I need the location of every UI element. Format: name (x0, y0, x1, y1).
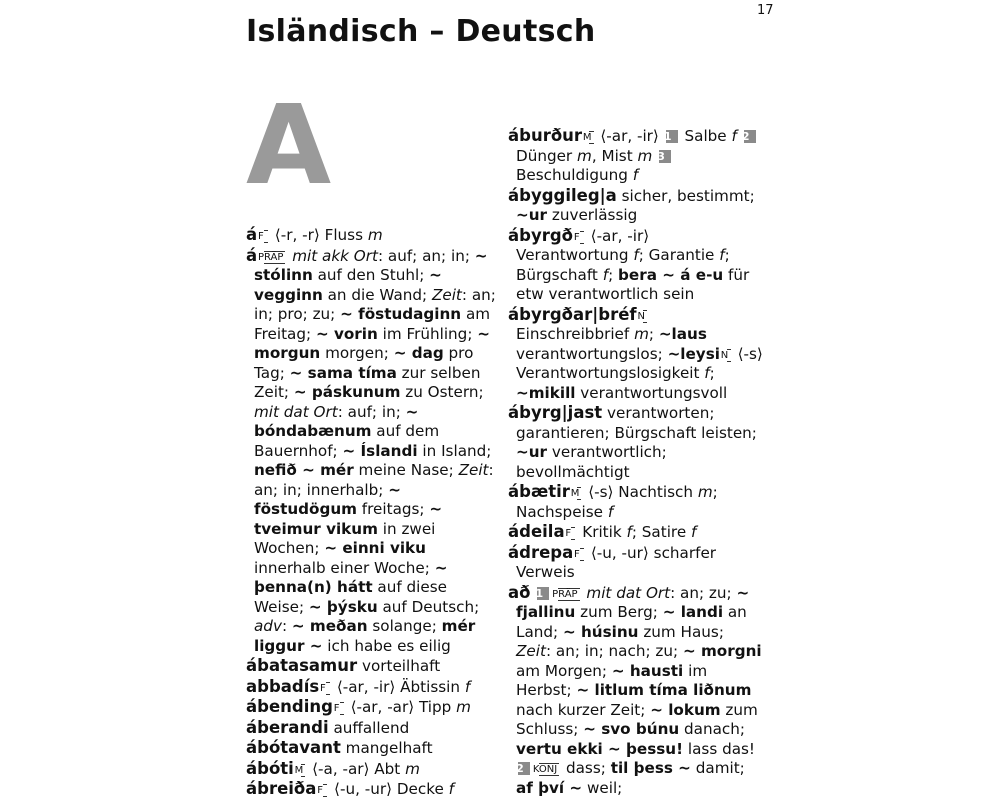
bold-phrase: ~ stólinn (254, 246, 488, 284)
headword: ábending (246, 697, 333, 716)
entry-text: Salbe (679, 127, 732, 145)
entry-text: am Freitag; (254, 305, 491, 343)
entry-text: zuverlässig (547, 206, 638, 224)
headword: ábyggileg|a (508, 185, 617, 205)
bold-phrase: ~ þýsku (308, 597, 378, 616)
entry-text: ; Nachspeise (516, 483, 718, 521)
bold-phrase: ~ landi (662, 603, 724, 621)
entry-text: : an; in; nach; zu; (545, 642, 683, 660)
entry-text: pro Tag; (254, 344, 474, 382)
entry-text: vorteilhaft (357, 657, 441, 675)
grammar-label: PRÄP (257, 251, 284, 263)
bold-phrase: af því ~ (516, 778, 583, 797)
bold-phrase: ~ dag (393, 344, 444, 362)
sense-number: 3 (659, 150, 671, 163)
headword: ábatasamur (246, 656, 358, 675)
bold-phrase: ~ sama tíma (289, 363, 397, 382)
entry-text: innerhalb einer Woche; (254, 558, 435, 577)
entry-text: auffallend (328, 718, 410, 737)
entry-text: zur selben Zeit; (254, 363, 481, 401)
bold-phrase: ~ tveimur vikum (254, 500, 443, 538)
bold-phrase: ~ bóndabænum (254, 402, 419, 440)
italic-note: f (448, 780, 455, 798)
bold-phrase: mér liggur ~ (254, 617, 476, 655)
bold-phrase: ~ur (516, 443, 548, 461)
headword: að (508, 582, 531, 602)
bold-phrase: ~ föstudögum (254, 480, 401, 518)
entry-text: ⟨-ar, -ir⟩ (595, 127, 664, 145)
dictionary-entry (508, 226, 763, 305)
grammar-label: F (580, 548, 584, 561)
dictionary-entry (508, 126, 763, 186)
entry-text: im Frühling; (377, 324, 478, 343)
italic-note: adv (254, 617, 282, 635)
italic-note: Zeit (516, 642, 546, 660)
dictionary-entry (246, 718, 501, 739)
bold-phrase: ~ einni viku (324, 539, 426, 557)
italic-note: f (691, 523, 697, 541)
bold-phrase: vertu ekki ~ þessu! (516, 739, 684, 758)
italic-note: mit dat Ort (254, 402, 338, 421)
entry-text: am Morgen; (516, 661, 612, 680)
dictionary-entry (508, 543, 763, 583)
entry-text: freitags; (356, 500, 430, 518)
italic-note: mit dat Ort (586, 583, 671, 602)
bold-phrase: ~ur (516, 206, 548, 224)
entry-text: zum Berg; (575, 603, 663, 621)
headword: ádrepa (508, 542, 574, 562)
entry-text: verantworten; garantieren; Bürgschaft leisten; (516, 404, 757, 442)
entry-text: verantwortungsvoll (575, 383, 728, 402)
italic-note: Zeit (458, 461, 489, 479)
italic-note: m (405, 759, 420, 778)
headword: ábyrgð (508, 225, 573, 245)
entry-text: ⟨-r, -r⟩ Fluss (269, 226, 368, 244)
entry-text: an die Wand; (322, 285, 432, 304)
entry-text: : auf; an; in; (377, 246, 475, 265)
italic-note: m (634, 325, 649, 343)
entry-text: danach; (679, 720, 746, 738)
bold-phrase: ~ Íslandi (342, 441, 418, 460)
entry-text: ⟨-s⟩ Nachtisch (583, 483, 698, 501)
grammar-label: N (727, 349, 731, 362)
entry-text: ; Garantie (638, 246, 720, 264)
grammar-label: M (570, 488, 580, 499)
entry-text: ⟨-u, -ur⟩ Decke (329, 780, 449, 798)
entry-text: verantwortlich; bevollmächtigt (516, 443, 667, 481)
dictionary-entry (508, 482, 763, 522)
page-number: 17 (757, 3, 774, 18)
grammar-label: F (580, 231, 584, 244)
headword: ábreiða (246, 779, 317, 798)
italic-note: f (602, 265, 609, 284)
entry-text: zu Ostern; (400, 383, 484, 401)
entry-text: Kritik (577, 523, 627, 541)
entry-text: Dünger (516, 146, 578, 165)
entry-text: mangelhaft (340, 739, 433, 757)
bold-phrase: ~mikill (516, 383, 576, 402)
italic-note: f (607, 502, 614, 521)
entry-text: ; Bürgschaft (516, 246, 730, 284)
grammar-label: M (294, 764, 304, 776)
headword: áburður (508, 126, 583, 145)
headword: ábyrg|jast (508, 403, 603, 422)
entry-text: : auf; in; (337, 402, 406, 421)
bold-phrase: ~ vorin (315, 324, 378, 343)
entry-text: : (281, 617, 292, 635)
entry-text: ; (608, 265, 619, 284)
italic-note: f (719, 246, 725, 264)
bold-phrase: ~ morgni (682, 642, 762, 660)
italic-note: m (637, 146, 653, 165)
dictionary-entry (246, 759, 501, 780)
italic-note: f (632, 166, 639, 184)
grammar-label: F (340, 702, 344, 715)
bold-phrase: ~ þenna(n) hátt (254, 558, 448, 596)
entry-text: auf den Stuhl; (312, 266, 430, 284)
dictionary-entry (508, 186, 763, 226)
entry-text: solange; (367, 617, 442, 635)
entry-text: ⟨-a, -ar⟩ Abt (307, 759, 406, 778)
dictionary-entry (246, 656, 501, 677)
grammar-label: N (643, 310, 647, 323)
headword: ábóti (246, 758, 294, 778)
headword: á (246, 245, 258, 265)
bold-phrase: nefið ~ mér (254, 461, 354, 479)
entry-text: weil; (582, 778, 623, 797)
headword: á (246, 225, 258, 244)
entry-text: ; (709, 364, 715, 382)
bold-phrase: ~ vegginn (254, 266, 442, 304)
italic-note: f (704, 364, 710, 382)
entry-text: : an; in; innerhalb; (254, 461, 494, 499)
entry-text: ich habe es eilig (322, 636, 451, 655)
italic-note: Zeit (431, 285, 462, 304)
dictionary-entry (246, 246, 501, 657)
entry-text: ; Satire (631, 523, 691, 541)
bold-phrase: ~ svo búnu (583, 720, 680, 738)
entry-text: : an; zu; (670, 583, 737, 602)
italic-note: f (731, 127, 737, 145)
bold-phrase: ~ fjallinu (516, 583, 750, 621)
entry-text: lass das! (683, 739, 756, 758)
italic-note: mit akk Ort (292, 246, 378, 265)
dictionary-entry (246, 677, 501, 698)
bold-phrase: ~leysi (667, 344, 720, 363)
grammar-label: F (571, 527, 575, 540)
bold-phrase: ~ meðan (291, 617, 368, 635)
bold-phrase: ~ hausti (611, 661, 684, 680)
italic-note: m (456, 698, 471, 716)
bold-phrase: ~ lokum (650, 700, 721, 719)
entry-text: : an; in; pro; zu; (254, 285, 496, 323)
section-letter: A (246, 81, 332, 209)
entry-text: für etw verantwortlich sein (516, 265, 750, 303)
dictionary-entry (246, 225, 501, 246)
page-title: Isländisch – Deutsch (246, 14, 596, 49)
sense-number: 1 (537, 587, 549, 600)
bold-phrase: ~laus (658, 325, 707, 343)
right-column (508, 126, 763, 798)
dictionary-entry (246, 738, 501, 759)
italic-note: f (633, 246, 639, 264)
entry-text: nach kurzer Zeit; (516, 700, 651, 719)
entry-text: Beschuldigung (516, 166, 633, 184)
italic-note: f (464, 677, 471, 696)
entry-text: ⟨-ar, -ar⟩ Tipp (345, 698, 457, 716)
left-column (246, 225, 501, 800)
sense-number: 2 (744, 130, 756, 143)
grammar-label: PRÄP (552, 588, 578, 600)
bold-phrase: ~ páskunum (293, 383, 401, 401)
entry-text: , Mist (591, 146, 638, 165)
bold-phrase: bera ~ á e-u (618, 265, 724, 284)
bold-phrase: ~ morgun (254, 324, 490, 362)
entry-text (737, 127, 742, 145)
dictionary-entry (508, 522, 763, 543)
italic-note: f (626, 523, 632, 541)
entry-text: auf Deutsch; (377, 597, 480, 616)
entry-text: in zwei Wochen; (254, 519, 436, 557)
grammar-label: M (582, 132, 592, 143)
entry-text: verantwortungslos; (516, 344, 668, 363)
entry-text: damit; (690, 759, 745, 777)
headword: áberandi (246, 717, 329, 737)
entry-text: ⟨-ar, -ir⟩ Äbtissin (332, 677, 465, 696)
sense-number: 1 (666, 130, 678, 143)
dictionary-entry (508, 403, 763, 482)
italic-note: m (367, 226, 383, 244)
headword: ábyrgðar|bréf (508, 304, 637, 324)
bold-phrase: ~ föstudaginn (340, 305, 462, 323)
dictionary-entry (508, 583, 763, 799)
entry-text: im Herbst; (516, 661, 708, 699)
bold-phrase: ~ litlum tíma liðnum (576, 681, 752, 699)
grammar-label: KONJ (532, 764, 558, 775)
grammar-label: F (326, 682, 330, 695)
entry-text: ⟨-u, -ur⟩ scharfer Verweis (516, 543, 717, 581)
headword: ábætir (508, 482, 570, 501)
entry-text: auf dem Bauernhof; (254, 422, 440, 460)
dictionary-entry (508, 305, 763, 404)
entry-text: an Land; (516, 603, 747, 641)
italic-note: m (697, 483, 713, 501)
bold-phrase: ~ húsinu (562, 622, 639, 641)
entry-text: sicher, bestimmt; (616, 186, 755, 205)
grammar-label: F (264, 230, 268, 243)
entry-text: auf diese Weise; (254, 578, 448, 616)
entry-text: meine Nase; (353, 461, 459, 479)
entry-text: morgen; (320, 344, 394, 362)
entry-text: zum Haus; (638, 622, 724, 641)
entry-text: ; (648, 325, 659, 343)
dictionary-entry (246, 779, 501, 800)
grammar-label: F (323, 784, 327, 797)
headword: abbadís (246, 676, 320, 696)
entry-text: ⟨-ar, -ir⟩ Verantwortung (516, 226, 650, 264)
sense-number: 2 (518, 762, 530, 775)
headword: ábótavant (246, 738, 341, 757)
headword: ádeila (508, 522, 565, 541)
entry-text: Einschreibbrief (516, 325, 635, 343)
dictionary-entry (246, 697, 501, 718)
bold-phrase: til þess ~ (610, 759, 691, 777)
entry-text: zum Schluss; (516, 700, 758, 738)
entry-text: in Island; (417, 441, 492, 460)
entry-text: dass; (561, 759, 611, 777)
italic-note: m (577, 146, 592, 165)
entry-text: ⟨-s⟩ Verantwortungslosigkeit (516, 344, 763, 382)
